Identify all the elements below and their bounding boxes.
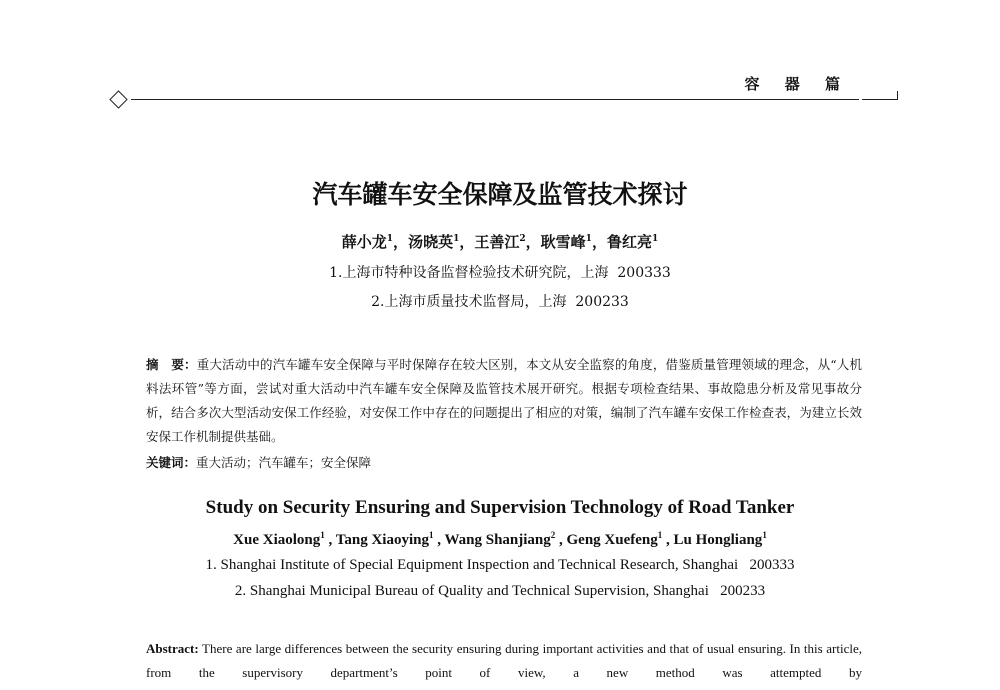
running-head: 容 器 篇 <box>744 75 850 93</box>
author-name: 王善江 <box>474 233 520 251</box>
author-list-cn <box>0 231 1000 252</box>
affiliation-en: 1. Shanghai Institute of Special Equipment Inspection and Technical Research, Shanghai 200333 <box>205 557 795 573</box>
abstract-label-en: Abstract: <box>146 641 199 656</box>
author-name: Tang Xiaoying <box>335 532 429 548</box>
author-list-en <box>0 530 1000 549</box>
abstract-en <box>146 637 862 685</box>
keywords-cn <box>146 453 371 471</box>
author-separator: ， <box>525 233 541 251</box>
author-separator: , <box>324 532 336 548</box>
author-affiliation-mark: 1 <box>428 530 434 540</box>
author-name: 薛小龙 <box>341 233 387 251</box>
author-name: Xue Xiaolong <box>233 532 321 548</box>
author-affiliation-mark: 1 <box>320 530 325 540</box>
diamond-ornament <box>109 90 127 108</box>
abstract-cn <box>146 353 862 449</box>
author-affiliation-mark: 1 <box>762 530 767 540</box>
author-affiliation-mark: 1 <box>585 234 592 244</box>
author-separator: , <box>433 532 445 548</box>
author-affiliation-mark: 1 <box>386 234 394 244</box>
abstract-label-cn: 摘 要： <box>146 357 197 372</box>
author-name: Wang Shanjiang <box>444 532 551 548</box>
author-separator: ， <box>591 233 607 251</box>
author-affiliation-mark: 2 <box>550 530 556 540</box>
author-affiliation-mark: 1 <box>453 234 460 244</box>
paper-title-cn: 汽车罐车安全保障及监管技术探讨 <box>312 180 688 209</box>
author-name: 鲁红亮 <box>606 233 652 251</box>
author-name: 汤晓英 <box>408 233 454 251</box>
author-separator: ， <box>393 233 409 251</box>
header-rule <box>131 99 859 100</box>
author-affiliation-mark: 2 <box>519 234 526 244</box>
affiliation-en: 2. Shanghai Municipal Bureau of Quality and Technical Supervision, Shanghai 200233 <box>234 583 766 599</box>
header-rule-end <box>862 91 898 100</box>
author-name: 耿雪峰 <box>540 233 586 251</box>
author-affiliation-mark: 1 <box>651 234 659 244</box>
author-separator: ， <box>459 233 475 251</box>
affiliation-cn: 2.上海市质量技术监督局，上海 200233 <box>371 294 629 310</box>
author-separator: , <box>555 532 567 548</box>
keywords-label-cn: 关键词： <box>146 455 197 470</box>
author-name: Geng Xuefeng <box>566 532 658 548</box>
keywords-text-cn: 重大活动；汽车罐车；安全保障 <box>196 455 372 470</box>
paper-title-en: Study on Security Ensuring and Supervision Technology of Road Tanker <box>205 497 795 518</box>
author-name: Lu Hongliang <box>673 532 763 548</box>
abstract-text-cn: 重大活动中的汽车罐车安全保障与平时保障存在较大区别，本文从安全监察的角度，借鉴质量管理领域的理念，从“人机料法环管”等方面，尝试对重大活动中汽车罐车安全保障及监管技术展开研究。根据专项检查结果、事故隐患分析及常见事故分析，结合多次大型活动安保工作经验，对安保工作中存在的问题提出了相应的对策，编制了汽车罐车安保工作检查表，为建立长效安保工作机制提供基础。 <box>146 357 862 444</box>
abstract-text-en: There are large differences between the security ensuring during important activities and that of usual ensuring. In this article, from the supervisory department’s point of view, a new method was attempted by <box>146 641 862 680</box>
author-affiliation-mark: 1 <box>657 530 663 540</box>
affiliation-cn: 1.上海市特种设备监督检验技术研究院，上海 200333 <box>329 265 671 281</box>
author-separator: , <box>662 532 674 548</box>
